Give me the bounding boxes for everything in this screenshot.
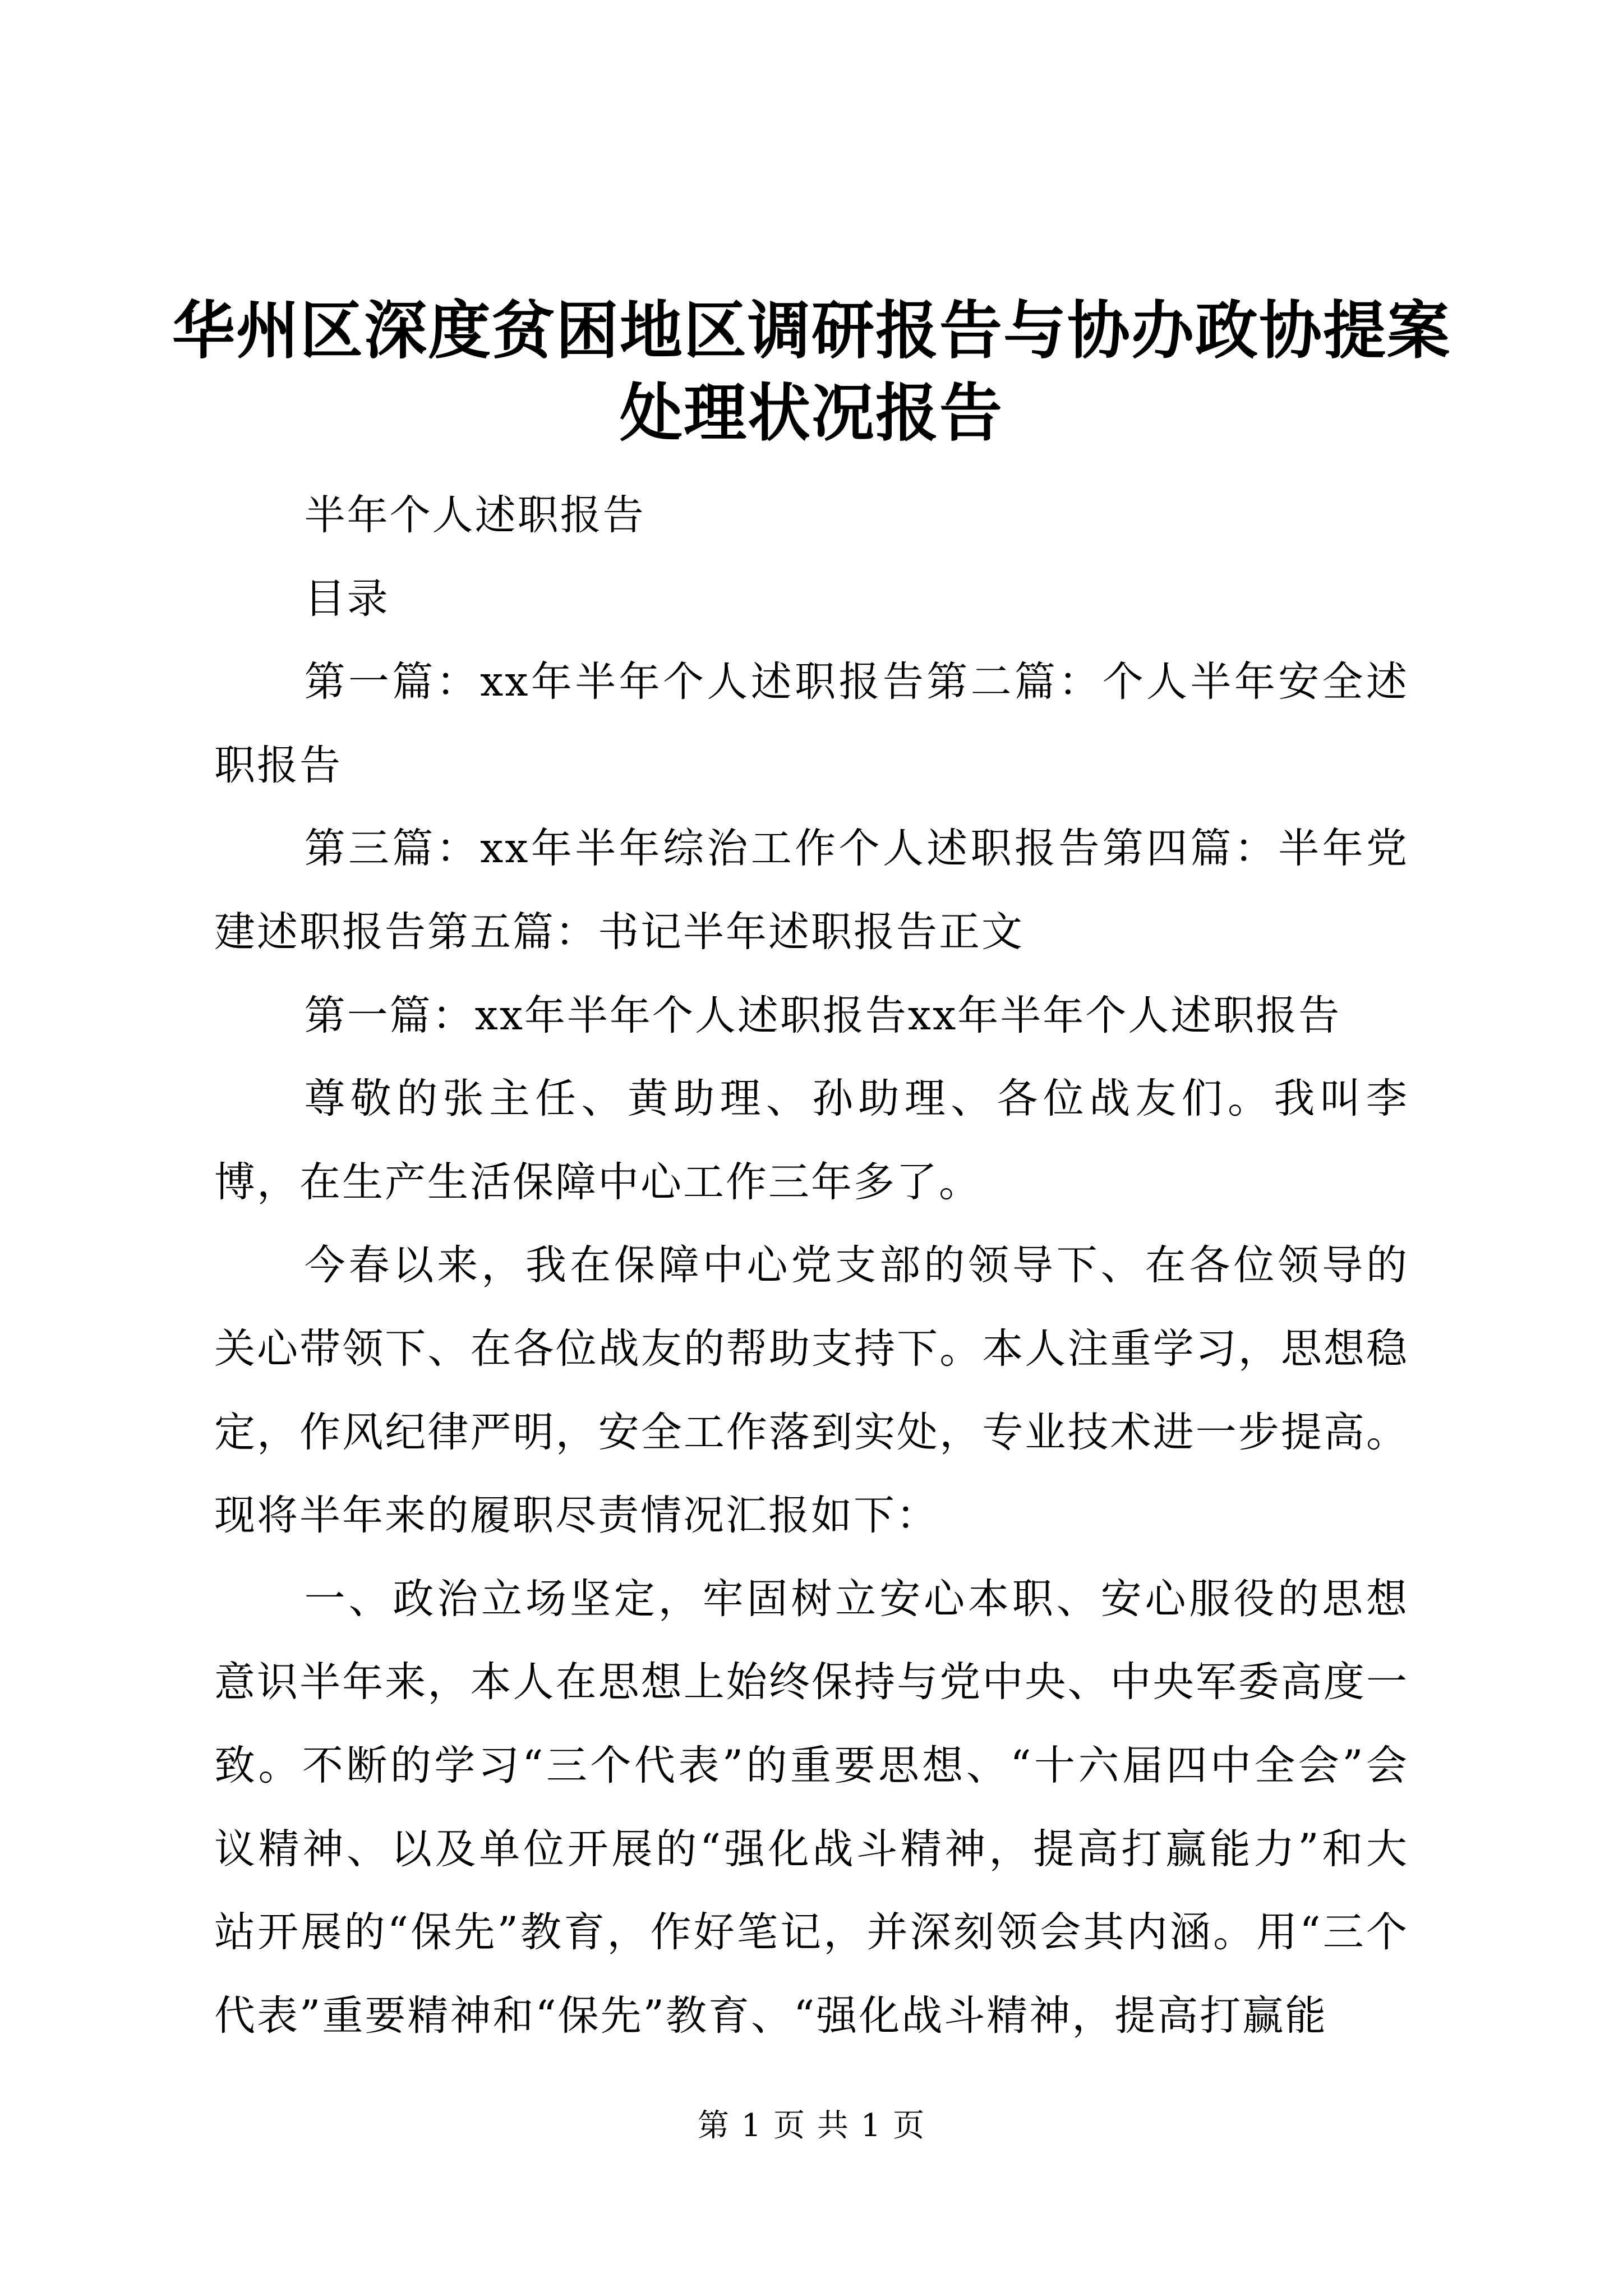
body-paragraph: 一、政治立场坚定，牢固树立安心本职、安心服役的思想意识半年来，本人在思想上始终保持与党中央、中央军委高度一致。不断的学习“三个代表”的重要思想、“十六届四中全会”会议精神、以及单位开展的“强化战斗精神，提高打赢能力”和大站开展的“保先”教育，作好笔记，并深刻领会其内涵。用“三个代表”重要精神和“保先”教育、“强化战斗精神，提高打赢能 xyxy=(214,1575,1409,2040)
document-body xyxy=(214,474,1409,2058)
body-paragraph: 第三篇：xx年半年综治工作个人述职报告第四篇：半年党建述职报告第五篇：书记半年述职报告正文 xyxy=(214,825,1409,956)
body-paragraph: 第一篇：xx年半年个人述职报告第二篇：个人半年安全述职报告 xyxy=(214,658,1409,789)
body-paragraph: 半年个人述职报告 xyxy=(304,491,645,539)
body-paragraph: 尊敬的张主任、黄助理、孙助理、各位战友们。我叫李博，在生产生活保障中心工作三年多了。 xyxy=(214,1075,1409,1206)
body-paragraph: 今春以来，我在保障中心党支部的领导下、在各位领导的关心带领下、在各位战友的帮助支持下。本人注重学习，思想稳定，作风纪律严明，安全工作落到实处，专业技术进一步提高。现将半年来的履职尽责情况汇报如下： xyxy=(214,1241,1409,1540)
document-title-line-2: 处理状况报告 xyxy=(620,376,1003,450)
page-number-footer: 第 1 页 共 1 页 xyxy=(697,2108,926,2144)
document-title-line-1: 华州区深度贫困地区调研报告与协办政协提案 xyxy=(172,294,1451,367)
body-paragraph: 目录 xyxy=(304,574,390,623)
body-paragraph: 第一篇：xx年半年个人述职报告xx年半年个人述职报告 xyxy=(304,991,1341,1039)
